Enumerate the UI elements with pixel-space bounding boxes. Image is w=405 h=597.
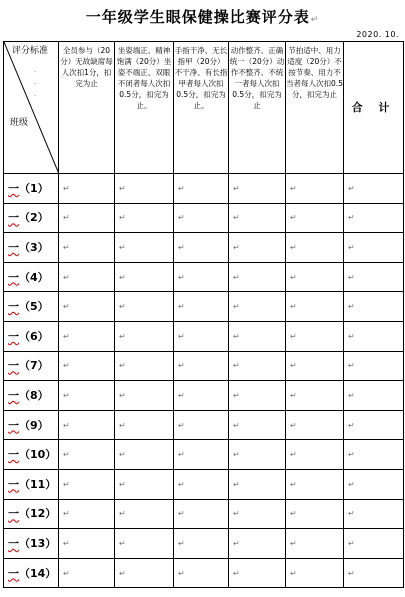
score-cell[interactable]: ↵ [115,469,174,499]
score-cell[interactable]: ↵ [59,174,115,204]
class-number: （9） [19,418,49,432]
class-label [4,262,59,292]
score-cell[interactable]: ↵ [59,233,115,263]
score-cell[interactable]: ↵ [115,292,174,322]
score-cell[interactable]: ↵ [229,321,286,351]
score-table [3,41,404,588]
score-cell[interactable]: ↵ [115,262,174,292]
table-row [4,469,404,499]
class-grade: 一 [8,388,19,402]
score-cell[interactable]: ↵ [59,499,115,529]
class-number: （12） [19,507,57,521]
score-cell[interactable]: ↵ [286,381,344,411]
score-cell[interactable]: ↵ [174,499,229,529]
class-number: （3） [19,240,49,254]
table-row [4,203,404,233]
class-label [4,321,59,351]
score-cell[interactable]: ↵ [115,321,174,351]
class-grade: 一 [8,359,19,373]
table-row [4,499,404,529]
score-cell[interactable]: ↵ [115,174,174,204]
score-cell[interactable]: ↵ [174,558,229,588]
class-grade: 一 [8,418,19,432]
class-number: （5） [19,300,49,314]
total-cell[interactable]: ↵ [344,233,404,263]
score-cell[interactable]: ↵ [115,203,174,233]
paragraph-mark-icon: . . . [34,66,37,98]
score-cell[interactable]: ↵ [174,351,229,381]
class-grade: 一 [8,270,19,284]
score-cell[interactable]: ↵ [286,203,344,233]
table-row [4,174,404,204]
score-cell[interactable]: ↵ [286,321,344,351]
document-title [0,6,405,27]
score-cell[interactable]: ↵ [229,529,286,559]
score-cell[interactable]: ↵ [229,440,286,470]
score-cell[interactable]: ↵ [174,410,229,440]
total-header: 合 计 [344,42,404,174]
score-cell[interactable]: ↵ [286,233,344,263]
score-cell[interactable]: ↵ [286,558,344,588]
total-cell[interactable]: ↵ [344,174,404,204]
total-cell[interactable]: ↵ [344,292,404,322]
score-cell[interactable]: ↵ [174,321,229,351]
corner-bottom-label: 班级 [10,118,29,128]
class-label [4,558,59,588]
table-row [4,233,404,263]
score-cell[interactable]: ↵ [59,558,115,588]
class-number: （14） [19,566,57,580]
table-row [4,410,404,440]
total-cell[interactable]: ↵ [344,469,404,499]
score-cell[interactable]: ↵ [229,381,286,411]
class-number: （7） [19,359,49,373]
total-cell[interactable]: ↵ [344,440,404,470]
score-cell[interactable]: ↵ [286,410,344,440]
class-number: （8） [19,388,49,402]
score-cell[interactable]: ↵ [229,351,286,381]
score-cell[interactable]: ↵ [174,174,229,204]
class-grade: 一 [8,507,19,521]
class-grade: 一 [8,448,19,462]
score-cell[interactable]: ↵ [174,381,229,411]
score-cell[interactable]: ↵ [229,203,286,233]
table-row [4,321,404,351]
class-number: （6） [19,329,49,343]
criterion-2: 坐姿端正、精神饱满（20分）坐姿不端正、双眼不闭者每人次扣0.5分，扣完为止。 [115,42,174,174]
score-cell[interactable]: ↵ [174,469,229,499]
class-number: （11） [19,477,57,491]
class-number: （10） [19,448,57,462]
class-label [4,529,59,559]
score-cell[interactable]: ↵ [115,529,174,559]
class-grade: 一 [8,211,19,225]
table-row [4,262,404,292]
table-row [4,558,404,588]
score-cell[interactable]: ↵ [115,440,174,470]
total-cell[interactable]: ↵ [344,529,404,559]
date-text: 2020. 10. [356,30,399,39]
score-cell[interactable]: ↵ [286,469,344,499]
class-grade: 一 [8,240,19,254]
total-cell[interactable]: ↵ [344,262,404,292]
class-grade: 一 [8,566,19,580]
score-cell[interactable]: ↵ [59,321,115,351]
class-label [4,203,59,233]
class-label [4,174,59,204]
table-row [4,292,404,322]
score-cell[interactable]: ↵ [286,440,344,470]
class-grade: 一 [8,181,19,195]
class-label [4,233,59,263]
class-number: （13） [19,536,57,550]
total-cell[interactable]: ↵ [344,321,404,351]
score-cell[interactable]: ↵ [174,203,229,233]
score-cell[interactable]: ↵ [115,233,174,263]
table-row [4,381,404,411]
score-cell[interactable]: ↵ [174,529,229,559]
class-label [4,292,59,322]
class-grade: 一 [8,536,19,550]
score-cell[interactable]: ↵ [59,529,115,559]
header-row [4,42,404,174]
score-cell[interactable]: ↵ [115,558,174,588]
score-cell[interactable]: ↵ [229,174,286,204]
score-cell[interactable]: ↵ [115,499,174,529]
table-body [4,174,404,588]
table-row [4,351,404,381]
score-cell[interactable]: ↵ [286,174,344,204]
score-cell[interactable]: ↵ [286,292,344,322]
score-cell[interactable]: ↵ [59,292,115,322]
score-cell[interactable]: ↵ [286,529,344,559]
class-number: （4） [19,270,49,284]
total-cell[interactable]: ↵ [344,558,404,588]
total-cell[interactable]: ↵ [344,381,404,411]
table-row [4,440,404,470]
corner-cell [4,42,59,174]
class-number: （2） [19,211,49,225]
table-row [4,529,404,559]
class-grade: 一 [8,329,19,343]
criterion-4: 动作整齐、正确统一（20分）动作不整齐、不统一者每人次扣0.5分，扣完为止 [229,42,286,174]
total-cell[interactable]: ↵ [344,410,404,440]
score-cell[interactable]: ↵ [229,469,286,499]
score-cell[interactable]: ↵ [286,262,344,292]
criterion-3: 手指干净、无长指甲（20分）不干净、有长指甲者每人次扣0.5分，扣完为止。 [174,42,229,174]
score-cell[interactable]: ↵ [59,440,115,470]
class-label [4,351,59,381]
class-grade: 一 [8,477,19,491]
score-cell[interactable]: ↵ [59,351,115,381]
score-cell[interactable]: ↵ [174,233,229,263]
class-label [4,469,59,499]
class-label [4,410,59,440]
score-cell[interactable]: ↵ [59,203,115,233]
score-cell[interactable]: ↵ [229,233,286,263]
criterion-5: 节拍适中、用力适度（20分）不按节奏、用力不当者每人次扣0.5分，扣完为止 [286,42,344,174]
paragraph-mark-icon: ↵ [310,15,320,25]
score-cell[interactable]: ↵ [115,351,174,381]
score-cell[interactable]: ↵ [229,410,286,440]
class-label [4,499,59,529]
score-cell[interactable]: ↵ [115,381,174,411]
score-cell[interactable]: ↵ [229,558,286,588]
class-grade: 一 [8,300,19,314]
score-cell[interactable]: ↵ [59,469,115,499]
total-cell[interactable]: ↵ [344,499,404,529]
total-cell[interactable]: ↵ [344,203,404,233]
title-text: 一年级学生眼保健操比赛评分表 [85,8,310,26]
score-cell[interactable]: ↵ [286,351,344,381]
score-cell[interactable]: ↵ [59,262,115,292]
score-cell[interactable]: ↵ [59,381,115,411]
corner-top-label: 评分标准 [12,46,49,56]
score-cell[interactable]: ↵ [174,292,229,322]
score-cell[interactable]: ↵ [115,410,174,440]
criterion-1: 全员参与（20分）无故缺席每人次扣1分，扣完为止 [59,42,115,174]
class-label [4,440,59,470]
diagonal-line-icon [4,42,59,174]
score-cell[interactable]: ↵ [229,262,286,292]
class-number: （1） [19,181,49,195]
class-label [4,381,59,411]
total-cell[interactable]: ↵ [344,351,404,381]
score-cell[interactable]: ↵ [286,499,344,529]
score-cell[interactable]: ↵ [229,292,286,322]
score-cell[interactable]: ↵ [174,262,229,292]
score-cell[interactable]: ↵ [59,410,115,440]
score-cell[interactable]: ↵ [229,499,286,529]
score-cell[interactable]: ↵ [174,440,229,470]
